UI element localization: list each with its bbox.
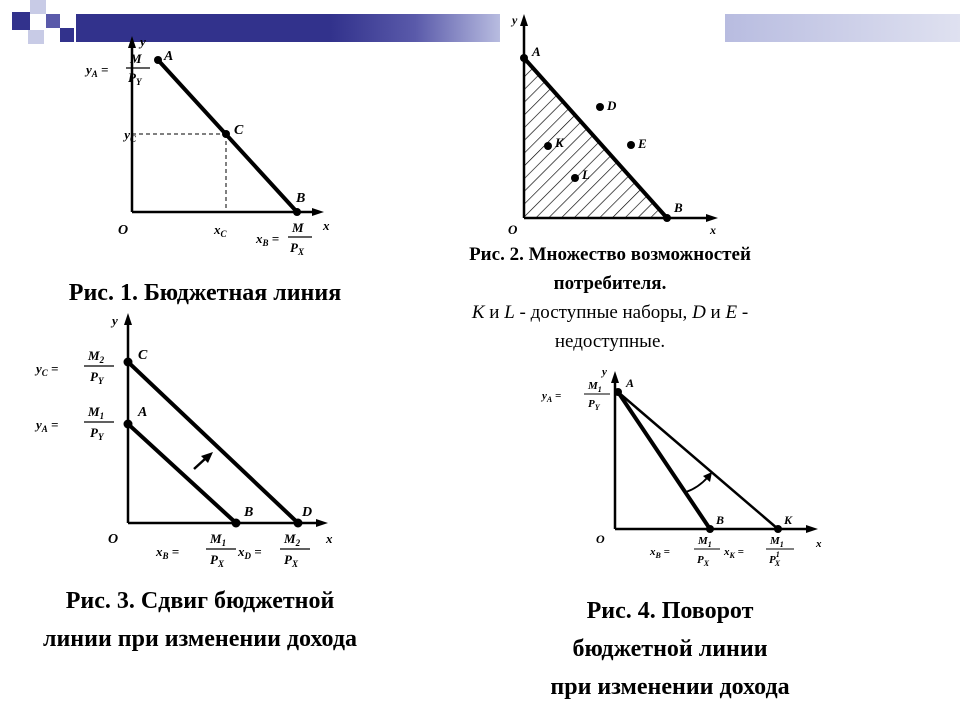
y-axis-arrow <box>611 371 619 383</box>
label-xb: $x_B$ = <box>156 544 180 561</box>
label-xb-denominator: $P_X$ <box>210 552 224 569</box>
budget-line-2 <box>128 362 298 523</box>
rotation-arc <box>686 477 708 492</box>
label-xb: $x_B$ = <box>650 546 670 560</box>
point-b <box>232 519 241 528</box>
label-point-b: B <box>244 505 254 520</box>
caption-symbol-e: E <box>725 302 738 323</box>
point-e <box>627 141 635 149</box>
label-yc: $y_C$ = <box>36 361 59 378</box>
label-ya: $y_A$ = <box>86 62 109 79</box>
figure-3-budget-shift <box>20 305 380 585</box>
label-point-c: C <box>138 348 148 363</box>
point-a <box>154 56 162 64</box>
budget-line-1 <box>128 424 236 523</box>
point-c <box>124 358 133 367</box>
label-point-d: D <box>302 505 313 520</box>
caption-symbol-d: D <box>692 302 706 323</box>
point-k <box>544 142 552 150</box>
label-xb-denominator: $P_X$ <box>697 554 710 568</box>
x-axis-label: x <box>816 538 822 550</box>
label-ya: $y_A$ = <box>542 390 562 404</box>
figure-4-caption-line2: бюджетной линии <box>572 636 768 662</box>
label-yc-numerator: $M_2$ <box>88 348 105 365</box>
header-bar-light <box>725 14 960 42</box>
y-axis-arrow <box>128 36 136 48</box>
origin-label: O <box>596 532 605 546</box>
label-point-b: B <box>674 200 683 215</box>
deco-square-mid <box>46 14 60 28</box>
y-axis-label: y <box>602 366 607 378</box>
figure-3-caption-line1: Рис. 3. Сдвиг бюджетной <box>65 588 335 614</box>
label-yc: $y_C$ <box>124 127 136 144</box>
label-point-k: K <box>784 513 793 527</box>
label-point-k: K <box>555 135 564 150</box>
point-k <box>774 525 782 533</box>
figure-2-caption <box>420 240 800 356</box>
y-axis-arrow <box>124 313 132 325</box>
label-ya-denominator: $P_Y$ <box>90 425 104 442</box>
label-xk-denominator: $P^1$ X <box>769 550 781 568</box>
point-l <box>571 174 579 182</box>
caption-available: - доступные наборы, <box>514 302 693 323</box>
origin-label: O <box>108 532 119 547</box>
x-axis-arrow <box>806 525 818 533</box>
label-point-b: B <box>296 191 306 206</box>
label-xk: $x_K$ = <box>724 546 744 560</box>
caption-dash: - <box>737 302 749 323</box>
label-xd-denominator: $P_X$ <box>284 552 298 569</box>
label-point-e: E <box>638 136 647 151</box>
figure-2-caption-line3 <box>420 298 800 327</box>
label-point-a: A <box>626 376 635 390</box>
label-ya-denominator: $P_Y$ <box>588 398 600 412</box>
label-point-l: L <box>582 167 590 182</box>
label-point-c: C <box>234 123 244 138</box>
figure-2-caption-line4: недоступные. <box>554 331 666 352</box>
label-ya-numerator: M <box>130 51 142 66</box>
point-a <box>520 54 528 62</box>
figure-2-caption-line2: потребителя. <box>553 273 667 294</box>
x-axis-label: x <box>326 531 333 546</box>
label-xc: $x_C$ <box>214 222 227 239</box>
point-b <box>293 208 301 216</box>
label-xb-numerator: $M_1$ <box>698 535 712 549</box>
figure-4-caption <box>480 592 860 706</box>
label-xb-numerator: $M_1$ <box>210 531 227 548</box>
point-d <box>596 103 604 111</box>
y-axis-label: y <box>112 313 118 328</box>
origin-label: O <box>508 222 518 237</box>
label-ya-numerator: $M_1$ <box>588 380 602 394</box>
figure-2-consumption-set <box>480 6 740 246</box>
label-xk-numerator: $M_1$ <box>770 535 784 549</box>
label-xb-denominator: $P_X$ <box>290 240 304 257</box>
x-axis-arrow <box>312 208 324 216</box>
point-b <box>706 525 714 533</box>
x-axis-label: x <box>710 223 716 237</box>
figure-2-caption-line1: Рис. 2. Множество возможностей <box>469 244 751 265</box>
label-xb-numerator: M <box>292 220 304 235</box>
label-xd: $x_D$ = <box>238 544 262 561</box>
figure-1-caption: Рис. 1. Бюджетная линия <box>68 280 342 306</box>
label-xb: $x_B$ = <box>256 231 280 248</box>
label-point-a: A <box>532 44 541 59</box>
caption-symbol-l: L <box>504 302 515 323</box>
figure-1-budget-line <box>60 30 360 280</box>
figure-4-caption-line1: Рис. 4. Поворот <box>586 598 754 624</box>
label-point-b: B <box>716 513 725 527</box>
label-xd-numerator: $M_2$ <box>284 531 301 548</box>
x-axis-arrow <box>706 214 718 222</box>
point-a <box>614 388 622 396</box>
point-c <box>222 130 230 138</box>
label-yc-denominator: $P_Y$ <box>90 369 104 386</box>
label-point-a: A <box>164 49 174 64</box>
label-point-a: A <box>138 405 148 420</box>
caption-and-1: и <box>484 302 505 323</box>
point-a <box>124 420 133 429</box>
origin-label: O <box>118 223 129 238</box>
point-b <box>663 214 671 222</box>
label-ya: $y_A$ = <box>36 417 59 434</box>
shift-arrow-shaft <box>194 458 206 469</box>
label-ya-denominator: $P_Y$ <box>128 70 142 87</box>
figure-3-caption-line2: линии при изменении дохода <box>43 626 357 652</box>
caption-and-2: и <box>705 302 726 323</box>
y-axis-arrow <box>520 14 528 26</box>
x-axis-label: x <box>323 218 330 233</box>
label-ya-numerator: $M_1$ <box>88 404 105 421</box>
y-axis-label: y <box>512 13 518 27</box>
deco-square-dark <box>12 12 30 30</box>
caption-symbol-k: K <box>471 302 485 323</box>
label-point-d: D <box>607 98 617 113</box>
figure-4-caption-line3: при изменении дохода <box>550 674 790 700</box>
figure-3-caption <box>0 582 400 658</box>
deco-square-light-2 <box>28 30 44 44</box>
figure-4-budget-rotation <box>520 355 840 580</box>
deco-square-light <box>30 0 46 14</box>
x-axis-arrow <box>316 519 328 527</box>
y-axis-label: y <box>140 34 146 49</box>
